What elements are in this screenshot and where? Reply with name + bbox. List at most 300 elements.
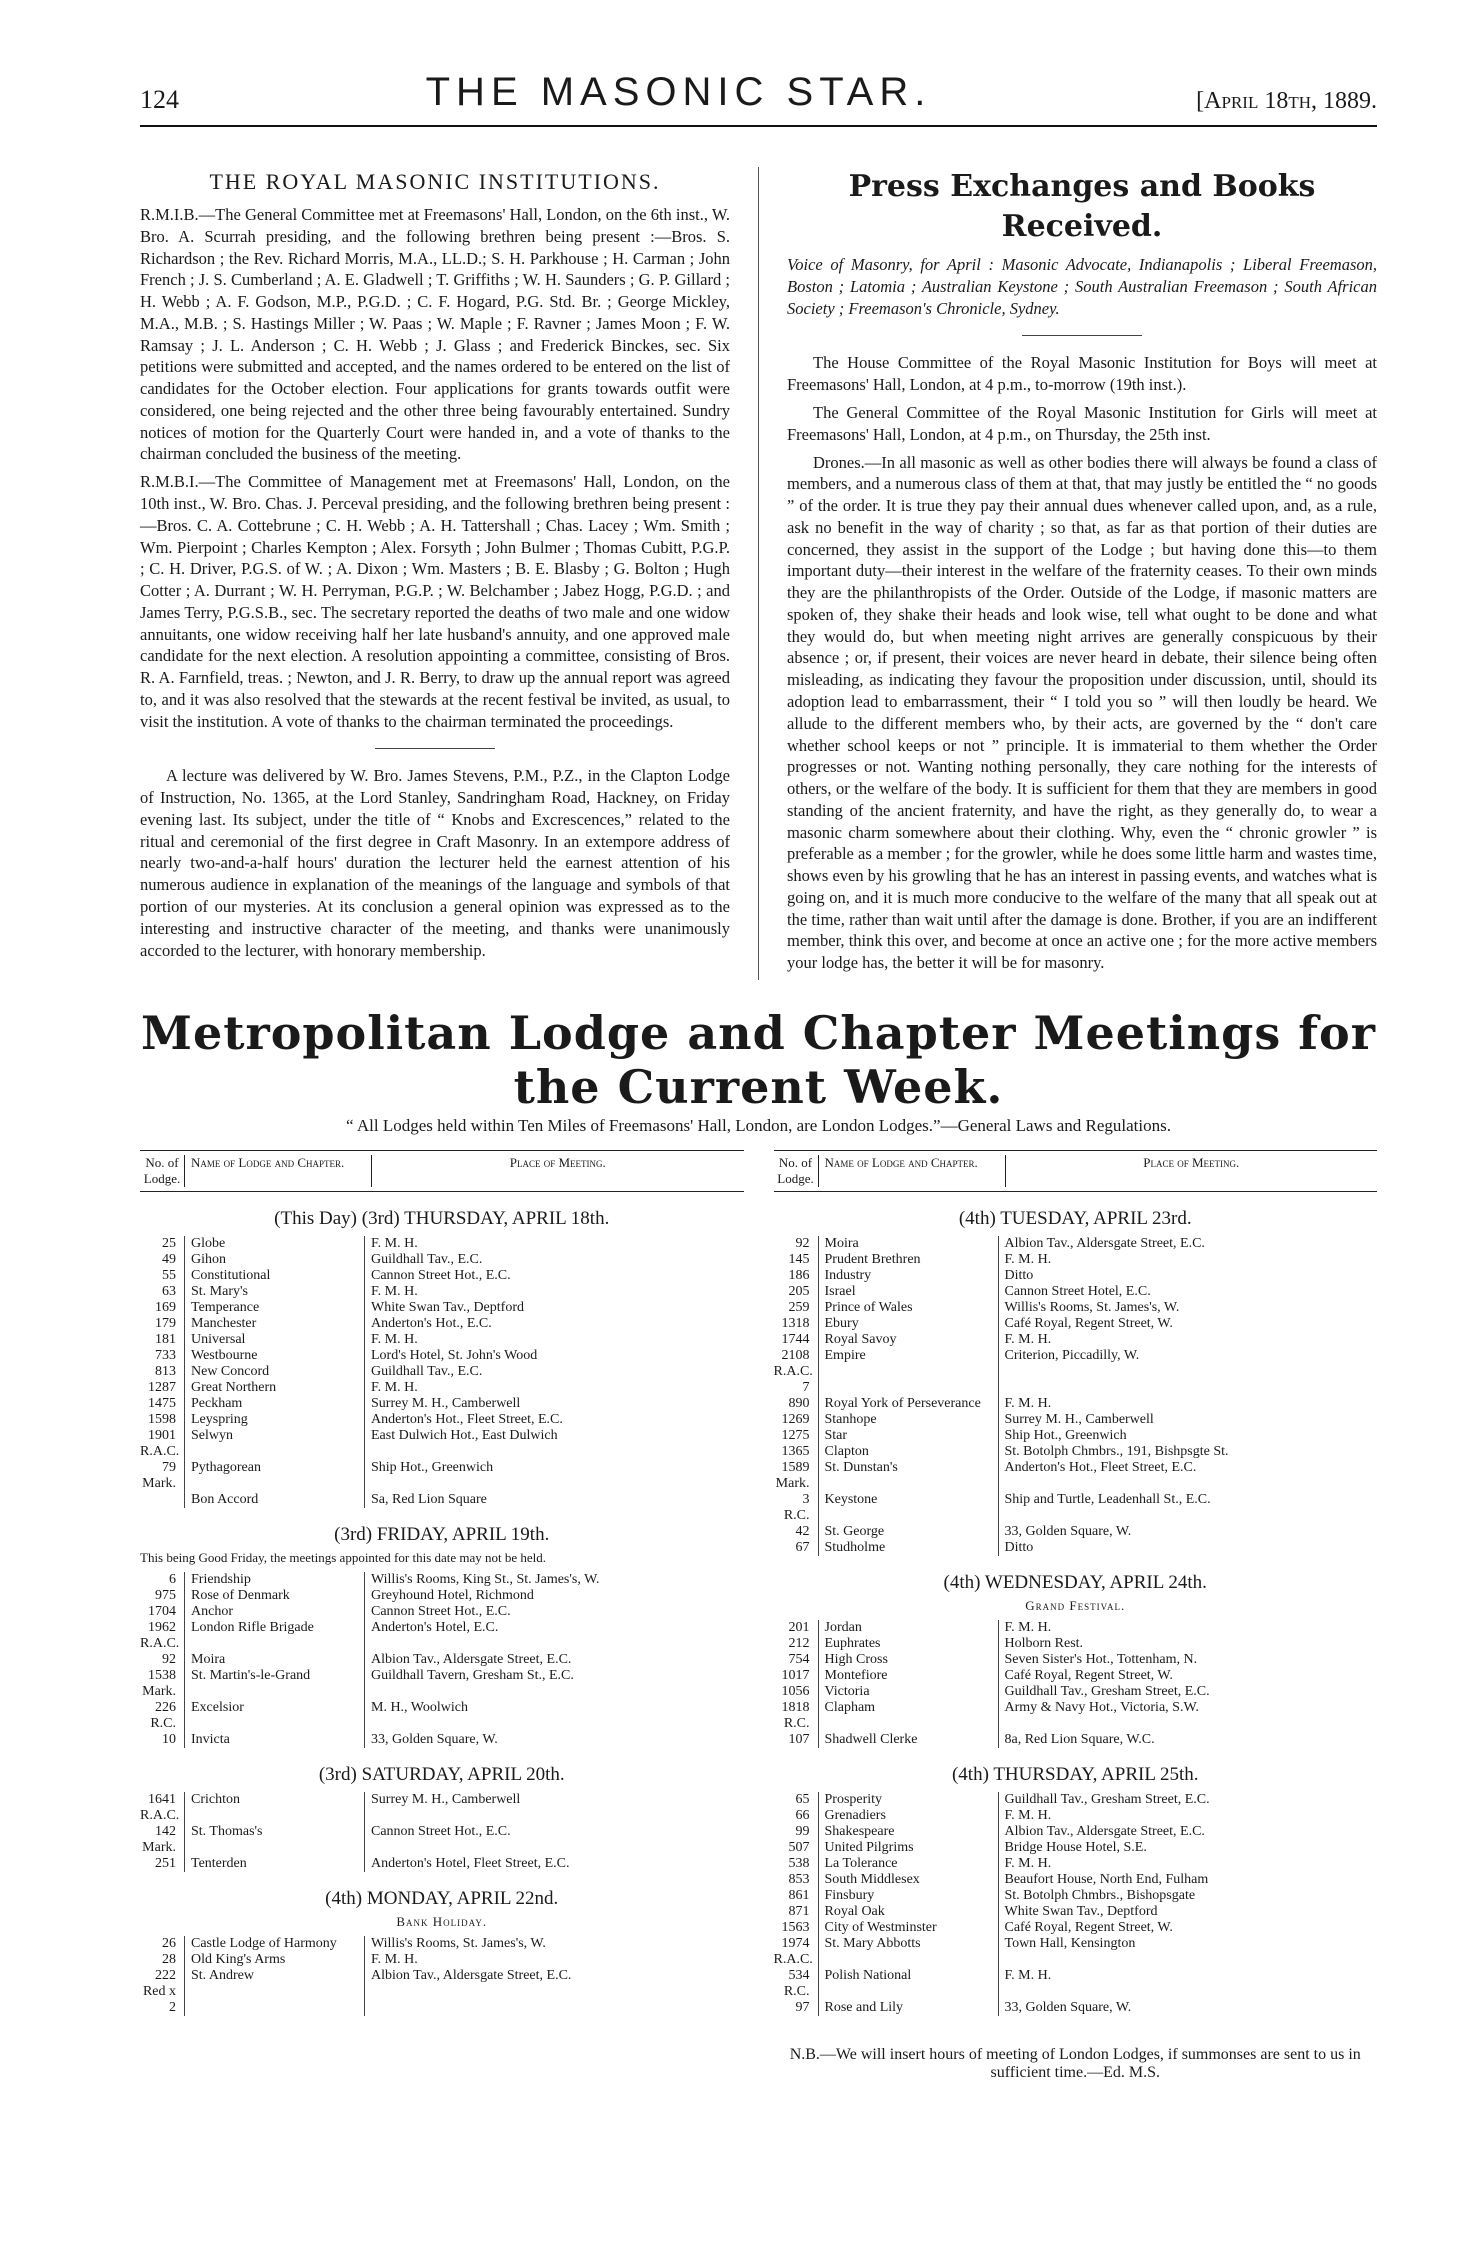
lodge-number: 1901 bbox=[148, 1427, 176, 1443]
lodge-name: Moira bbox=[184, 1652, 364, 1668]
lodge-name: Jordan bbox=[818, 1620, 998, 1636]
day-note: Grand Festival. bbox=[1025, 1597, 1126, 1613]
lodge-number: R.A.C. bbox=[140, 1443, 180, 1459]
table-row bbox=[140, 1984, 744, 2000]
lodge-name bbox=[184, 1808, 364, 1824]
meeting-place: F. M. H. bbox=[364, 1380, 744, 1396]
separator bbox=[375, 748, 495, 749]
table-row bbox=[140, 1396, 744, 1412]
lodge-name: Friendship bbox=[184, 1572, 364, 1588]
meeting-place: Beaufort House, North End, Fulham bbox=[998, 1872, 1378, 1888]
table-row bbox=[774, 1252, 1378, 1268]
lodge-number: 861 bbox=[788, 1887, 810, 1903]
day-note: This being Good Friday, the meetings appointed for this date may not be held. bbox=[140, 1549, 547, 1565]
lodge-name bbox=[818, 1984, 998, 2000]
meeting-place: St. Botolph Chmbrs., 191, Bishpsgte St. bbox=[998, 1444, 1378, 1460]
col-header-name: Name of Lodge and Chapter. bbox=[185, 1155, 372, 1187]
table-row bbox=[774, 1428, 1378, 1444]
separator bbox=[1022, 335, 1142, 336]
lodge-number: R.C. bbox=[783, 1983, 810, 1999]
table-row bbox=[140, 1412, 744, 1428]
press-exchanges-heading: Press Exchanges and Books Received. bbox=[848, 169, 1316, 244]
lodge-name: Royal York of Perseverance bbox=[818, 1396, 998, 1412]
meeting-place bbox=[364, 1716, 744, 1732]
meeting-place: Lord's Hotel, St. John's Wood bbox=[364, 1348, 744, 1364]
lodge-number: 222 bbox=[155, 1967, 176, 1983]
lodge-name: Star bbox=[818, 1428, 998, 1444]
lodge-name: Prince of Wales bbox=[818, 1300, 998, 1316]
meeting-place bbox=[364, 1684, 744, 1700]
meeting-place: Albion Tav., Aldersgate Street, E.C. bbox=[364, 1968, 744, 1984]
table-row bbox=[774, 1904, 1378, 1920]
lodge-number: 1365 bbox=[781, 1443, 810, 1459]
meetings-subtitle: “ All Lodges held within Ten Miles of Freemasons' Hall, London, are London Lodges.”—General Laws and Regulations. bbox=[346, 1115, 1171, 1135]
table-row bbox=[140, 1252, 744, 1268]
publication-title: THE MASONIC STAR. bbox=[425, 70, 932, 114]
lodge-name bbox=[818, 1476, 998, 1492]
lodge-number: 186 bbox=[788, 1267, 810, 1283]
col-header-name: Name of Lodge and Chapter. bbox=[819, 1155, 1006, 1187]
lodge-name: Industry bbox=[818, 1268, 998, 1284]
lodge-number: Mark. bbox=[142, 1683, 176, 1699]
lodge-number: 142 bbox=[155, 1823, 176, 1839]
meeting-place: Holborn Rest. bbox=[998, 1636, 1378, 1652]
lodge-name: Gihon bbox=[184, 1252, 364, 1268]
lodge-name bbox=[818, 1364, 998, 1380]
lodge-number: 92 bbox=[795, 1235, 810, 1251]
lodge-name: St. Dunstan's bbox=[818, 1460, 998, 1476]
table-row bbox=[774, 1684, 1378, 1700]
lodge-name bbox=[818, 1380, 998, 1396]
table-row bbox=[140, 1684, 744, 1700]
lodge-number: 179 bbox=[155, 1315, 176, 1331]
table-row bbox=[774, 1380, 1378, 1396]
lodge-number: 10 bbox=[162, 1731, 176, 1747]
lodge-name: Keystone bbox=[818, 1492, 998, 1508]
meeting-place: Criterion, Piccadilly, W. bbox=[998, 1348, 1378, 1364]
table-row bbox=[774, 1856, 1378, 1872]
lodge-name: Ebury bbox=[818, 1316, 998, 1332]
table-row bbox=[774, 1236, 1378, 1252]
table-row bbox=[774, 1968, 1378, 1984]
meetings-tables bbox=[140, 1150, 1377, 2082]
lodge-number: 49 bbox=[162, 1251, 176, 1267]
right-table-body bbox=[774, 1208, 1378, 2016]
lodge-name bbox=[818, 1952, 998, 1968]
meeting-place: Anderton's Hot., E.C. bbox=[364, 1316, 744, 1332]
table-row bbox=[774, 1460, 1378, 1476]
table-row bbox=[774, 1984, 1378, 2000]
meeting-place: Willis's Rooms, King St., St. James's, W. bbox=[364, 1572, 744, 1588]
lodge-name: Moira bbox=[818, 1236, 998, 1252]
meeting-place: Cannon Street Hot., E.C. bbox=[364, 1824, 744, 1840]
meetings-left-column bbox=[140, 1150, 744, 2082]
lodge-name bbox=[184, 1984, 364, 2000]
lodge-number: 169 bbox=[155, 1299, 176, 1315]
lodge-name: Royal Savoy bbox=[818, 1332, 998, 1348]
lodge-name: Shadwell Clerke bbox=[818, 1732, 998, 1748]
meeting-place: St. Botolph Chmbrs., Bishopsgate bbox=[998, 1888, 1378, 1904]
meeting-place: Albion Tav., Aldersgate Street, E.C. bbox=[998, 1824, 1378, 1840]
rmbi-paragraph: R.M.B.I.—The Committee of Management met at Freemasons' Hall, London, on the 10th inst., W. Bro. Chas. J. Perceval presiding, and the following brethren being present :—Bros. C. A. Cottebrune ; C. H. Webb ; A. H. Tattershall ; Chas. Lacey ; Wm. Smith ; Wm. Pierpoint ; Charles Kempton ; Alex. Forsyth ; John Bulmer ; Thomas Cubitt, P.G.P. ; C. H. Driver, P.G.S. of W. ; A. Dixon ; Wm. Masters ; B. E. Blasby ; G. Bolton ; Hugh Cotter ; A. Durrant ; W. H. Perryman, P.G.P. ; W. Belchamber ; Jabez Hogg, P.G.D. ; and James Terry, P.G.S.B., sec. The secretary reported the deaths of two male and one widow annuitants, one widow receiving half her late husband's annuity, and one approved male candidate for the next election. A resolution appointing a committee, consisting of Bros. R. A. Farnfield, treas. ; Newton, and J. R. Berry, to draw up the annual report was agreed to, and it was also resolved that the stewards at the recent festival be invited, as usual, to visit the institution. A vote of thanks to the chairman terminated the proceedings. bbox=[140, 472, 730, 731]
meeting-place: Surrey M. H., Camberwell bbox=[998, 1412, 1378, 1428]
meeting-place: Army & Navy Hot., Victoria, S.W. bbox=[998, 1700, 1378, 1716]
table-row bbox=[774, 1540, 1378, 1556]
table-row bbox=[140, 1808, 744, 1824]
meeting-place bbox=[998, 1984, 1378, 2000]
table-row bbox=[140, 1476, 744, 1492]
table-row bbox=[140, 1824, 744, 1840]
table-row bbox=[140, 1332, 744, 1348]
meeting-place bbox=[998, 1476, 1378, 1492]
article-columns bbox=[140, 167, 1377, 980]
day-note: Bank Holiday. bbox=[396, 1913, 488, 1929]
lodge-name bbox=[818, 1716, 998, 1732]
meeting-place: Albion Tav., Aldersgate Street, E.C. bbox=[998, 1236, 1378, 1252]
table-row bbox=[140, 1316, 744, 1332]
meeting-place: Cannon Street Hot., E.C. bbox=[364, 1604, 744, 1620]
day-heading: (4th) MONDAY, APRIL 22nd. bbox=[325, 1887, 559, 1909]
lodge-name: Prudent Brethren bbox=[818, 1252, 998, 1268]
meeting-place: Sa, Red Lion Square bbox=[364, 1492, 744, 1508]
meeting-place: 33, Golden Square, W. bbox=[998, 1524, 1378, 1540]
table-row bbox=[774, 1636, 1378, 1652]
masthead bbox=[140, 70, 1377, 127]
table-row bbox=[774, 1872, 1378, 1888]
lodge-number: 1538 bbox=[148, 1667, 176, 1683]
lodge-number: 813 bbox=[155, 1363, 176, 1379]
lodge-number: 733 bbox=[155, 1347, 176, 1363]
meetings-right-column bbox=[774, 1150, 1378, 2082]
table-row bbox=[774, 1284, 1378, 1300]
lodge-name: Temperance bbox=[184, 1300, 364, 1316]
lodge-name bbox=[184, 1684, 364, 1700]
lodge-number: 107 bbox=[788, 1731, 810, 1747]
lodge-name bbox=[184, 1476, 364, 1492]
rmib-paragraph: R.M.I.B.—The General Committee met at Freemasons' Hall, London, on the 6th inst., W. Bro. A. Scurrah presiding, and the following brethren being present :—Bros. S. Richardson ; the Rev. Richard Morris, M.A., LL.D.; S. H. Parkhouse ; H. Carman ; John French ; J. S. Cumberland ; A. E. Gladwell ; T. Griffiths ; W. H. Saunders ; G. P. Gillard ; H. Webb ; A. F. Godson, M.P., P.G.D. ; C. F. Hogard, P.G. Std. Br. ; George Mickley, M.A., M.B. ; S. Hastings Miller ; W. Paas ; W. Maple ; F. Ravner ; James Moon ; F. W. Ramsay ; J. L. Anderson ; C. H. Webb ; J. Glass ; and Frederick Binckes, sec. Six petitions were submitted and accepted, and the names ordered to be entered on the list of candidates for the October election. Four applications for grants towards outfit were considered, one being rejected and the other three being favourably entertained. Sundry notices of motion for the Quarterly Court were handed in, and a vote of thanks to the chairman concluded the business of the meeting. bbox=[140, 205, 731, 464]
meeting-place bbox=[998, 1380, 1378, 1396]
meeting-place: Café Royal, Regent Street, W. bbox=[998, 1316, 1378, 1332]
table-row bbox=[140, 1668, 744, 1684]
table-row bbox=[774, 1508, 1378, 1524]
lodge-number: 853 bbox=[788, 1871, 810, 1887]
lodge-number: 534 bbox=[788, 1967, 810, 1983]
table-row bbox=[140, 1620, 744, 1636]
lodge-number: 1598 bbox=[148, 1411, 176, 1427]
meeting-place bbox=[364, 1444, 744, 1460]
meeting-place bbox=[998, 1952, 1378, 1968]
lodge-number: 212 bbox=[788, 1635, 810, 1651]
meeting-place: Café Royal, Regent Street, W. bbox=[998, 1668, 1378, 1684]
meeting-place: Bridge House Hotel, S.E. bbox=[998, 1840, 1378, 1856]
table-row bbox=[774, 1824, 1378, 1840]
lodge-name: St. Mary's bbox=[184, 1284, 364, 1300]
meeting-place: Willis's Rooms, St. James's, W. bbox=[998, 1300, 1378, 1316]
lodge-number: 1287 bbox=[148, 1379, 176, 1395]
lodge-number: R.C. bbox=[150, 1715, 176, 1731]
lodge-number: 201 bbox=[788, 1619, 810, 1635]
day-heading: (4th) THURSDAY, APRIL 25th. bbox=[951, 1763, 1199, 1785]
meeting-place: Ship Hot., Greenwich bbox=[998, 1428, 1378, 1444]
day-heading: (4th) WEDNESDAY, APRIL 24th. bbox=[943, 1571, 1207, 1593]
table-row bbox=[774, 1524, 1378, 1540]
lodge-number: 205 bbox=[788, 1283, 810, 1299]
lodge-name: Finsbury bbox=[818, 1888, 998, 1904]
lodge-number: Mark. bbox=[142, 1839, 176, 1855]
meeting-place bbox=[998, 1364, 1378, 1380]
lodge-name bbox=[184, 1444, 364, 1460]
lodge-number: 1974 bbox=[781, 1935, 810, 1951]
table-row bbox=[140, 1700, 744, 1716]
meeting-place: F. M. H. bbox=[998, 1808, 1378, 1824]
lodge-name: Constitutional bbox=[184, 1268, 364, 1284]
lodge-number: 26 bbox=[162, 1935, 176, 1951]
table-row bbox=[774, 1476, 1378, 1492]
lodge-number: 66 bbox=[795, 1807, 810, 1823]
meeting-place bbox=[998, 1716, 1378, 1732]
day-heading: (This Day) (3rd) THURSDAY, APRIL 18th. bbox=[274, 1207, 610, 1229]
table-row bbox=[774, 1732, 1378, 1748]
lodge-name: Castle Lodge of Harmony bbox=[184, 1936, 364, 1952]
lodge-name bbox=[184, 2000, 364, 2016]
lodge-number: 63 bbox=[162, 1283, 176, 1299]
lodge-number: 3 bbox=[802, 1491, 810, 1507]
table-row bbox=[140, 1732, 744, 1748]
meeting-place: Anderton's Hotel, E.C. bbox=[364, 1620, 744, 1636]
lodge-name: Clapton bbox=[818, 1444, 998, 1460]
meeting-place: M. H., Woolwich bbox=[364, 1700, 744, 1716]
lodge-number: 1017 bbox=[781, 1667, 810, 1683]
lodge-number: Mark. bbox=[775, 1475, 810, 1491]
lodge-name: Stanhope bbox=[818, 1412, 998, 1428]
lodge-name: Montefiore bbox=[818, 1668, 998, 1684]
lodge-number: 1589 bbox=[781, 1459, 810, 1475]
col-header-place: Place of Meeting. bbox=[1143, 1154, 1240, 1170]
lodge-name: Polish National bbox=[818, 1968, 998, 1984]
lodge-name: High Cross bbox=[818, 1652, 998, 1668]
lodge-name: City of Westminster bbox=[818, 1920, 998, 1936]
lodge-number: R.A.C. bbox=[140, 1807, 180, 1823]
table-row bbox=[774, 1444, 1378, 1460]
meeting-place: 8a, Red Lion Square, W.C. bbox=[998, 1732, 1378, 1748]
lodge-number: 97 bbox=[795, 1999, 810, 2015]
meeting-place: Surrey M. H., Camberwell bbox=[364, 1792, 744, 1808]
lodge-number: 1275 bbox=[781, 1427, 810, 1443]
nb-note: N.B.—We will insert hours of meeting of London Lodges, if summonses are sent to us in sufficient time.—Ed. M.S. bbox=[789, 2045, 1361, 2081]
table-row bbox=[140, 1856, 744, 1872]
lodge-name bbox=[818, 1508, 998, 1524]
table-row bbox=[774, 1492, 1378, 1508]
table-row bbox=[774, 1364, 1378, 1380]
table-row bbox=[140, 1968, 744, 1984]
lodge-name: United Pilgrims bbox=[818, 1840, 998, 1856]
meeting-place: F. M. H. bbox=[998, 1856, 1378, 1872]
meeting-place: White Swan Tav., Deptford bbox=[998, 1904, 1378, 1920]
meeting-place: Guildhall Tav., Gresham Street, E.C. bbox=[998, 1792, 1378, 1808]
boys-committee-notice: The House Committee of the Royal Masonic Institution for Boys will meet at Freemasons' Hall, London, at 4 p.m., to-morrow (19th inst.). bbox=[787, 353, 1377, 395]
lodge-name: Excelsior bbox=[184, 1700, 364, 1716]
lodge-number: 1563 bbox=[781, 1919, 810, 1935]
lodge-number: 99 bbox=[795, 1823, 810, 1839]
lodge-name: Invicta bbox=[184, 1732, 364, 1748]
drones-article: Drones.—In all masonic as well as other bodies there will always be found a class of members, and a numerous class of them at that, that may justly be entitled the “ no goods ” of the order. It is true they pay their annual dues whenever called upon, and, as a rule, ask no benefit in the way of charity ; so that, as far as that portion of their duties are concerned, they assist in the support of the Lodge ; but having done this—to them important duty—their interest in the welfare of the fraternity ceases. To their own minds they are the philanthropists of the Order. Outside of the Lodge, if masonic matters are spoken of, they shake their heads and look wise, tell what ought to be done and what they would do, but when meeting night arrives are generally conspicuous by their absence ; or, if present, their voices are never heard in debate, their silence being often misleading, as indicating they favour the proposition under discussion, until, should its adoption lead to embarrassment, their “ I told you so ” will then loudly be heard. We allude to the different members who, by their acts, are governed by the “ don't care whether school keeps or not ” principle. It is immaterial to them whether the Order progresses or not. Wanting nothing personally, they care nothing for the interests of others, or the welfare of the body. It is sufficient for them that they are members in good standing of the ancient fraternity, and have the right, as they generally do, to wear a masonic charm somewhere about their clothing. Why, even the “ chronic growler ” is preferable as a member ; for the growler, while he does some little harm and wastes time, shows even by his growling that he has an interest in passing events, and watches what is going on, and it is much more conducive to the welfare of the many that all speak out at the time, rather than wait until after the damage is done. Brother, if you are an indifferent member, think this over, and become at once an active one ; for the more active members your lodge has, the better it will be for masonry. bbox=[787, 452, 1377, 973]
meeting-place: Ship and Turtle, Leadenhall St., E.C. bbox=[998, 1492, 1378, 1508]
lodge-number: 1744 bbox=[781, 1331, 810, 1347]
lecture-paragraph: A lecture was delivered by W. Bro. James Stevens, P.M., P.Z., in the Clapton Lodge of Instruction, No. 1365, at the Lord Stanley, Sandringham Road, Hackney, on Friday evening last. Its subject, under the title of “ Knobs and Excrescences,” related to the ritual and ceremonial of the first degree in Craft Masonry. In an extempore address of nearly two-and-a-half hours' duration the lecturer held the earnest attention of his numerous audience in explanation of the meanings of the language and symbols of that portion of our mysteries. At its conclusion a general opinion was expressed as to the interesting and instructive character of the meeting, and thanks were unanimously accorded to the lecturer, with honorary membership. bbox=[140, 766, 730, 960]
lodge-number: 226 bbox=[155, 1699, 176, 1715]
lodge-name: Shakespeare bbox=[818, 1824, 998, 1840]
lodge-name: Leyspring bbox=[184, 1412, 364, 1428]
lodge-name: Grenadiers bbox=[818, 1808, 998, 1824]
lodge-name: St. Martin's-le-Grand bbox=[184, 1668, 364, 1684]
lodge-number: 65 bbox=[795, 1791, 810, 1807]
lodge-name: Westbourne bbox=[184, 1348, 364, 1364]
meeting-place: 33, Golden Square, W. bbox=[998, 2000, 1378, 2016]
lodge-name: Bon Accord bbox=[184, 1492, 364, 1508]
lodge-number: Red x bbox=[142, 1983, 176, 1999]
girls-committee-notice: The General Committee of the Royal Masonic Institution for Girls will meet at Freemasons' Hall, London, at 4 p.m., on Thursday, the 25th inst. bbox=[787, 403, 1377, 444]
lodge-number: 181 bbox=[155, 1331, 176, 1347]
meeting-place: Guildhall Tav., Gresham Street, E.C. bbox=[998, 1684, 1378, 1700]
table-row bbox=[774, 1792, 1378, 1808]
lodge-name: Prosperity bbox=[818, 1792, 998, 1808]
lodge-name: Great Northern bbox=[184, 1380, 364, 1396]
lodge-number: 259 bbox=[788, 1299, 810, 1315]
lodge-number: R.A.C. bbox=[773, 1951, 813, 1967]
lodge-number: 1056 bbox=[781, 1683, 810, 1699]
table-header bbox=[774, 1150, 1378, 1192]
table-row bbox=[140, 1792, 744, 1808]
lodge-number: 79 bbox=[162, 1459, 176, 1475]
table-row bbox=[140, 1588, 744, 1604]
day-heading: (3rd) FRIDAY, APRIL 19th. bbox=[334, 1523, 550, 1545]
lodge-name bbox=[184, 1716, 364, 1732]
table-row bbox=[774, 1300, 1378, 1316]
lodge-name: Israel bbox=[818, 1284, 998, 1300]
table-row bbox=[774, 1808, 1378, 1824]
issue-date: [April 18th, 1889. bbox=[1196, 88, 1377, 114]
lodge-number: 975 bbox=[155, 1587, 176, 1603]
col-header-place: Place of Meeting. bbox=[509, 1154, 606, 1170]
lodge-number: 1475 bbox=[148, 1395, 176, 1411]
meeting-place: East Dulwich Hot., East Dulwich bbox=[364, 1428, 744, 1444]
lodge-number: 6 bbox=[169, 1571, 176, 1587]
lodge-number: 1704 bbox=[148, 1603, 176, 1619]
lodge-name: Rose of Denmark bbox=[184, 1588, 364, 1604]
table-row bbox=[774, 1412, 1378, 1428]
table-row bbox=[140, 1652, 744, 1668]
table-row bbox=[140, 1300, 744, 1316]
lodge-name: Euphrates bbox=[818, 1636, 998, 1652]
meeting-place: F. M. H. bbox=[364, 1284, 744, 1300]
table-row bbox=[140, 1936, 744, 1952]
table-row bbox=[774, 1268, 1378, 1284]
table-row bbox=[774, 1332, 1378, 1348]
meeting-place bbox=[364, 2000, 744, 2016]
lodge-name: Old King's Arms bbox=[184, 1952, 364, 1968]
lodge-name: Victoria bbox=[818, 1684, 998, 1700]
lodge-name bbox=[184, 1636, 364, 1652]
table-row bbox=[140, 1604, 744, 1620]
meeting-place: Cannon Street Hotel, E.C. bbox=[998, 1284, 1378, 1300]
column-rule bbox=[758, 167, 759, 980]
lodge-number: 145 bbox=[788, 1251, 810, 1267]
lodge-number: 1641 bbox=[148, 1791, 176, 1807]
table-row bbox=[140, 1268, 744, 1284]
lodge-name: Royal Oak bbox=[818, 1904, 998, 1920]
meeting-place: F. M. H. bbox=[364, 1332, 744, 1348]
table-row bbox=[140, 1716, 744, 1732]
table-row bbox=[140, 1840, 744, 1856]
table-row bbox=[140, 1236, 744, 1252]
lodge-name: St. Thomas's bbox=[184, 1824, 364, 1840]
table-header bbox=[140, 1150, 744, 1192]
lodge-name: Pythagorean bbox=[184, 1460, 364, 1476]
lodge-number: 1962 bbox=[148, 1619, 176, 1635]
table-row bbox=[774, 1920, 1378, 1936]
meeting-place bbox=[364, 1476, 744, 1492]
lodge-number: Mark. bbox=[142, 1475, 176, 1491]
meeting-place: 33, Golden Square, W. bbox=[364, 1732, 744, 1748]
institutions-heading: THE ROYAL MASONIC INSTITUTIONS. bbox=[209, 169, 661, 194]
lodge-name: St. George bbox=[818, 1524, 998, 1540]
lodge-name: South Middlesex bbox=[818, 1872, 998, 1888]
table-row bbox=[774, 1700, 1378, 1716]
lodge-name: Manchester bbox=[184, 1316, 364, 1332]
meeting-place: Anderton's Hot., Fleet Street, E.C. bbox=[364, 1412, 744, 1428]
meeting-place: Willis's Rooms, St. James's, W. bbox=[364, 1936, 744, 1952]
table-row bbox=[774, 1396, 1378, 1412]
meeting-place: Guildhall Tav., E.C. bbox=[364, 1252, 744, 1268]
col-header-number: No. of Lodge. bbox=[774, 1155, 819, 1187]
table-row bbox=[140, 1284, 744, 1300]
meeting-place: F. M. H. bbox=[998, 1332, 1378, 1348]
lodge-number: 538 bbox=[788, 1855, 810, 1871]
meeting-place: Greyhound Hotel, Richmond bbox=[364, 1588, 744, 1604]
meeting-place: Albion Tav., Aldersgate Street, E.C. bbox=[364, 1652, 744, 1668]
lodge-name: St. Andrew bbox=[184, 1968, 364, 1984]
lodge-name: Clapham bbox=[818, 1700, 998, 1716]
lodge-name: New Concord bbox=[184, 1364, 364, 1380]
meeting-place: White Swan Tav., Deptford bbox=[364, 1300, 744, 1316]
meeting-place: Anderton's Hotel, Fleet Street, E.C. bbox=[364, 1856, 744, 1872]
lodge-number: R.C. bbox=[783, 1715, 810, 1731]
meeting-place: Anderton's Hot., Fleet Street, E.C. bbox=[998, 1460, 1378, 1476]
meeting-place: F. M. H. bbox=[998, 1252, 1378, 1268]
table-row bbox=[140, 1460, 744, 1476]
lodge-number: 67 bbox=[795, 1539, 810, 1555]
table-row bbox=[774, 1668, 1378, 1684]
table-row bbox=[140, 1428, 744, 1444]
lodge-number: 890 bbox=[788, 1395, 810, 1411]
meeting-place: F. M. H. bbox=[998, 1620, 1378, 1636]
table-row bbox=[774, 1716, 1378, 1732]
lodge-number: 507 bbox=[788, 1839, 810, 1855]
table-row bbox=[774, 2000, 1378, 2016]
meeting-place bbox=[364, 1840, 744, 1856]
meeting-place bbox=[364, 1636, 744, 1652]
meeting-place bbox=[364, 1984, 744, 2000]
meetings-title: Metropolitan Lodge and Chapter Meetings for the Current Week. bbox=[141, 1005, 1376, 1114]
lodge-name: Crichton bbox=[184, 1792, 364, 1808]
meeting-place: Ditto bbox=[998, 1268, 1378, 1284]
lodge-name: Globe bbox=[184, 1236, 364, 1252]
meeting-place bbox=[998, 1508, 1378, 1524]
lodge-number: 2 bbox=[169, 1999, 176, 2015]
table-row bbox=[140, 2000, 744, 2016]
lodge-number bbox=[140, 1492, 184, 1508]
lodge-number: 25 bbox=[162, 1235, 176, 1251]
